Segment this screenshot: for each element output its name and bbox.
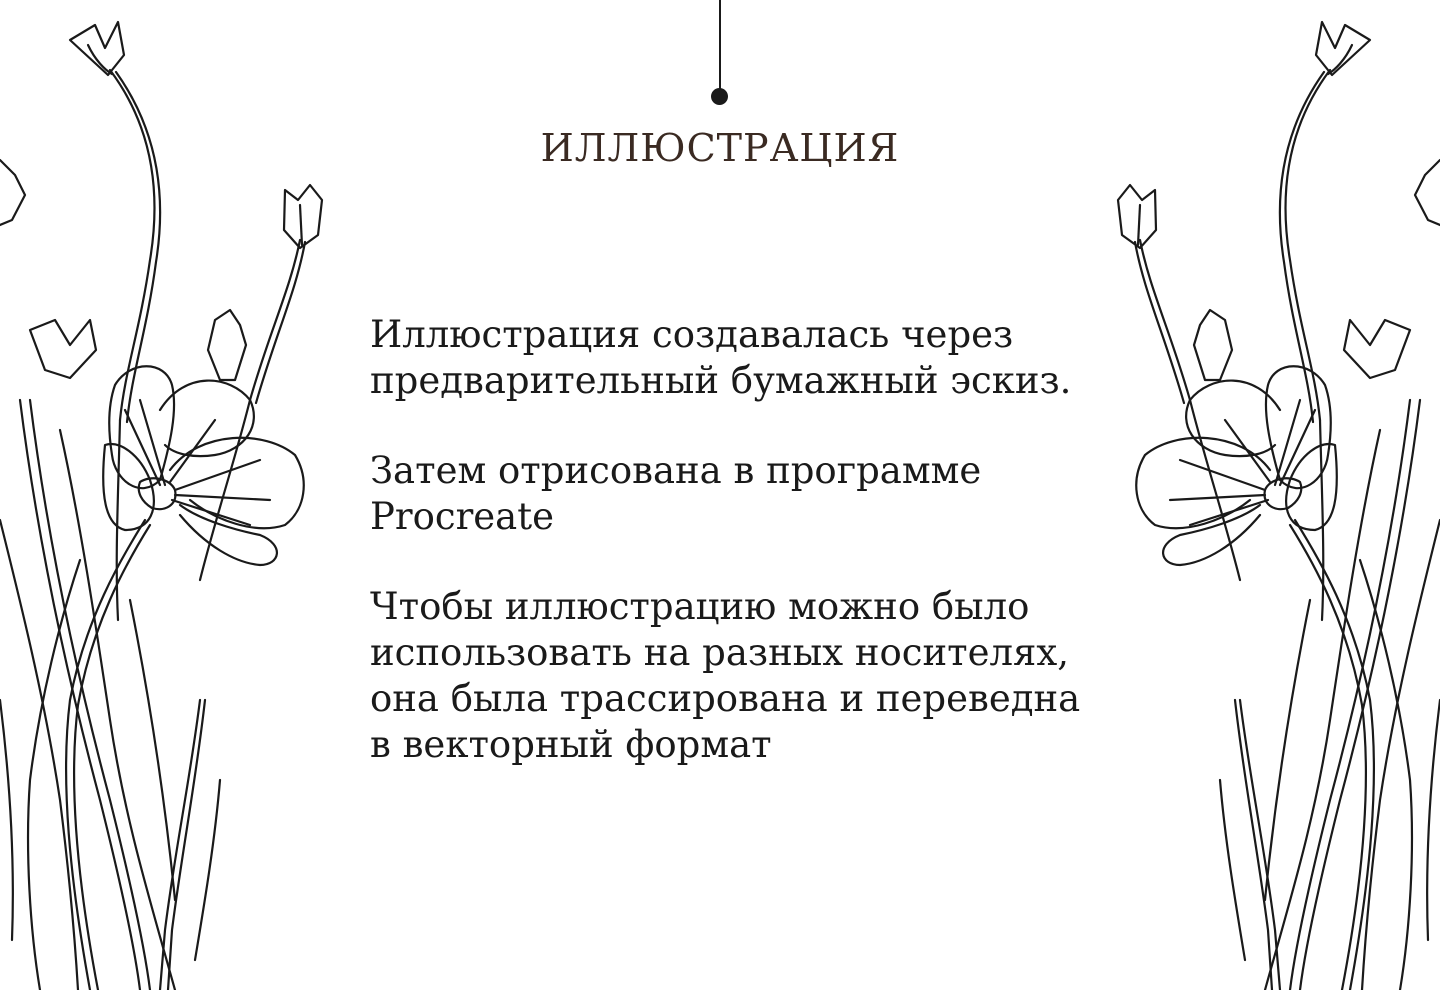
- paragraph-procreate: Затем отрисована в программе Procreate: [370, 449, 982, 538]
- right-flower-illustration: [1110, 0, 1440, 990]
- pendant-line-icon: [719, 0, 721, 92]
- paragraph-sketch: Иллюстрация создавалась через предварительный бумажный эскиз.: [370, 313, 1072, 402]
- flower-drawing-icon: [1110, 0, 1440, 990]
- flower-drawing-icon: [0, 0, 330, 990]
- description-text: [370, 312, 1130, 812]
- left-flower-illustration: [0, 0, 330, 990]
- pendant-dot-icon: [711, 88, 728, 105]
- paragraph-vector: Чтобы иллюстрацию можно было использовать на разных носителях, она была трассирована и переведна в векторный формат: [370, 585, 1081, 766]
- page-title: ИЛЛЮСТРАЦИЯ: [540, 126, 900, 170]
